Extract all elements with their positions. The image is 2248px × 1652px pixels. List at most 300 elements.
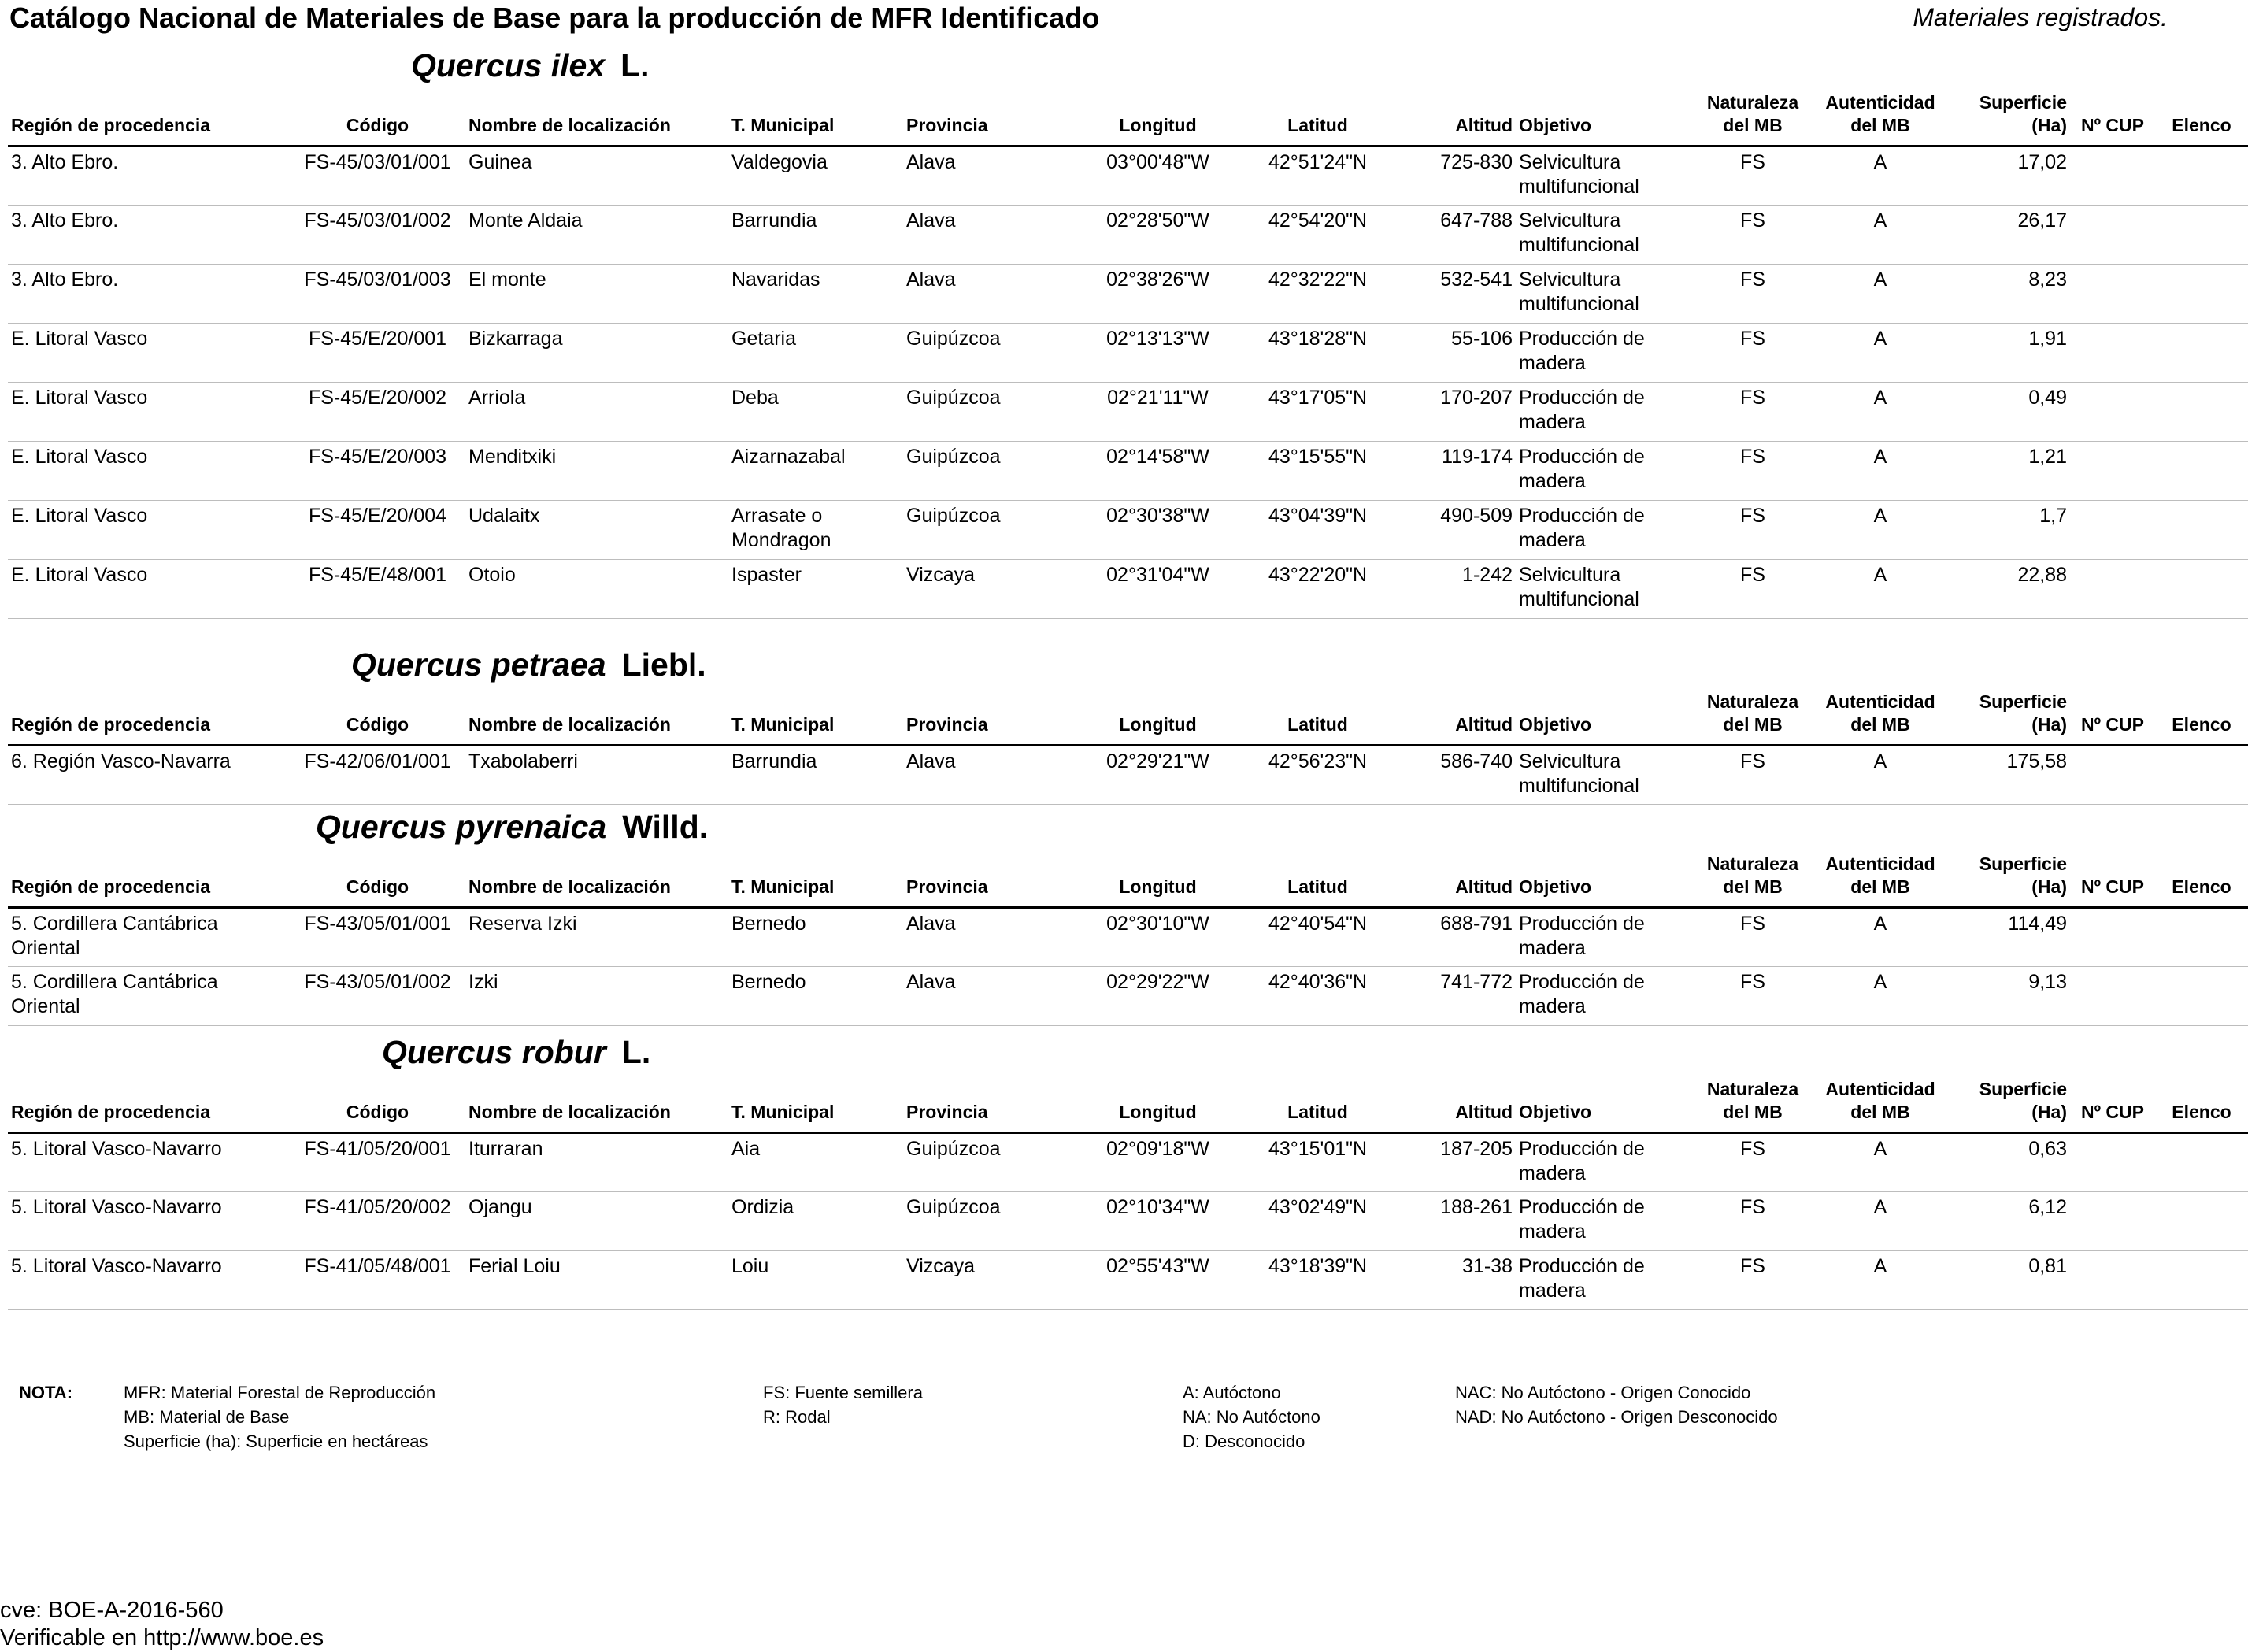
cell-longitude <box>1078 1251 1238 1310</box>
cell-line: 42°51'24"N <box>1268 151 1368 173</box>
cell-municipality <box>728 265 903 324</box>
header-row <box>8 91 2248 146</box>
cell-line: madera <box>1519 352 1586 374</box>
cell-line: Alava <box>906 269 956 291</box>
column-header-latitude <box>1238 691 1398 746</box>
species-author: Willd. <box>622 809 709 845</box>
cell-municipality <box>728 383 903 442</box>
cell-region <box>8 560 290 619</box>
cell-cup <box>2070 967 2155 1026</box>
cell-line: Barrundia <box>731 750 817 772</box>
cell-region <box>8 908 290 967</box>
cell-line: 1-242 <box>1462 564 1513 586</box>
note-item: MFR: Material Forestal de Reproducción <box>124 1383 436 1402</box>
column-header-latitude <box>1238 853 1398 908</box>
cell-province <box>903 146 1078 206</box>
column-header-catalog <box>2155 691 2248 746</box>
column-header-cup <box>2070 91 2155 146</box>
cell-location <box>465 265 728 324</box>
cell-municipality <box>728 501 903 560</box>
notes-label: NOTA: <box>19 1383 73 1402</box>
cell-line: Longitud <box>1119 714 1197 735</box>
cell-line: 5. Litoral Vasco-Navarro <box>11 1255 222 1277</box>
cell-line: Ojangu <box>468 1196 532 1218</box>
cell-objective <box>1516 265 1689 324</box>
cell-province <box>903 501 1078 560</box>
cell-altitude <box>1398 501 1516 560</box>
cell-municipality <box>728 560 903 619</box>
cell-line: Naturaleza <box>1706 1079 1799 1099</box>
header-row <box>8 1078 2248 1133</box>
cell-authenticity <box>1817 1251 1944 1310</box>
cell-objective <box>1516 383 1689 442</box>
cell-line: Producción de <box>1519 913 1645 935</box>
cell-nature <box>1689 146 1817 206</box>
cell-location <box>465 560 728 619</box>
cell-area <box>1944 383 2070 442</box>
species-author: L. <box>620 47 650 83</box>
cell-authenticity <box>1817 1133 1944 1192</box>
cell-municipality <box>728 1192 903 1251</box>
cell-altitude <box>1398 746 1516 805</box>
cell-line: Autenticidad <box>1825 691 1935 712</box>
cell-nature <box>1689 1251 1817 1310</box>
column-header-objective <box>1516 853 1689 908</box>
cell-area <box>1944 967 2070 1026</box>
cell-line: Superficie <box>1979 691 2067 712</box>
cell-altitude <box>1398 967 1516 1026</box>
column-header-code <box>290 691 465 746</box>
cell-line: Navaridas <box>731 269 820 291</box>
cell-line: Selvicultura <box>1519 269 1621 291</box>
cell-area <box>1944 146 2070 206</box>
cell-line: FS-45/E/20/001 <box>308 328 447 350</box>
cell-location <box>465 324 728 383</box>
cell-latitude <box>1238 383 1398 442</box>
cell-altitude <box>1398 383 1516 442</box>
cell-longitude <box>1078 442 1238 501</box>
column-header-province <box>903 91 1078 146</box>
note-item: NAD: No Autóctono - Origen Desconocido <box>1455 1407 1778 1427</box>
column-header-municipality <box>728 853 903 908</box>
cell-line: E. Litoral Vasco <box>11 387 148 409</box>
cell-line: Ordizia <box>731 1196 794 1218</box>
cell-catalog <box>2155 383 2248 442</box>
cell-objective <box>1516 908 1689 967</box>
cell-location <box>465 1133 728 1192</box>
cell-line: A <box>1873 564 1887 586</box>
cell-line: A <box>1873 328 1887 350</box>
cell-line: 9,13 <box>2028 971 2067 993</box>
cell-longitude <box>1078 383 1238 442</box>
cell-code <box>290 146 465 206</box>
cell-municipality <box>728 324 903 383</box>
cell-municipality <box>728 746 903 805</box>
cell-province <box>903 967 1078 1026</box>
cell-province <box>903 908 1078 967</box>
cell-authenticity <box>1817 746 1944 805</box>
cell-objective <box>1516 1192 1689 1251</box>
cell-nature <box>1689 324 1817 383</box>
cell-line: Izki <box>468 971 498 993</box>
cell-line: A <box>1873 505 1887 527</box>
cell-line: multifuncional <box>1519 588 1639 610</box>
cell-authenticity <box>1817 265 1944 324</box>
cell-line: A <box>1873 446 1887 468</box>
cell-line: 3. Alto Ebro. <box>11 269 119 291</box>
cell-line: E. Litoral Vasco <box>11 446 148 468</box>
cell-line: 42°54'20"N <box>1268 209 1368 232</box>
cell-line: Selvicultura <box>1519 209 1621 232</box>
cell-line: FS <box>1740 209 1765 232</box>
cell-line: Selvicultura <box>1519 564 1621 586</box>
cell-cup <box>2070 501 2155 560</box>
cell-line: Getaria <box>731 328 796 350</box>
document-subtitle: Materiales registrados. <box>1913 3 2168 31</box>
column-header-catalog <box>2155 91 2248 146</box>
cell-line: Guinea <box>468 151 532 173</box>
note-item: D: Desconocido <box>1183 1432 1305 1451</box>
cell-line: 647-788 <box>1440 209 1513 232</box>
cell-objective <box>1516 1251 1689 1310</box>
cell-location <box>465 1192 728 1251</box>
column-header-region <box>8 91 290 146</box>
cell-line: A <box>1873 913 1887 935</box>
cell-line: Bernedo <box>731 913 806 935</box>
column-header-area <box>1944 91 2070 146</box>
cell-municipality <box>728 1133 903 1192</box>
cell-latitude <box>1238 908 1398 967</box>
cell-line: Elenco <box>2172 115 2231 135</box>
cell-line: Udalaitx <box>468 505 540 527</box>
cell-line: Selvicultura <box>1519 750 1621 772</box>
cell-line: 26,17 <box>2017 209 2067 232</box>
cell-longitude <box>1078 967 1238 1026</box>
column-header-region <box>8 853 290 908</box>
notes-group <box>124 1380 435 1454</box>
column-header-altitude <box>1398 1078 1516 1133</box>
cell-line: Valdegovia <box>731 151 828 173</box>
cell-line: Oriental <box>11 995 80 1017</box>
cell-line: Altitud <box>1455 1102 1513 1122</box>
cell-line: Alava <box>906 913 956 935</box>
cell-catalog <box>2155 265 2248 324</box>
table-row <box>8 501 2248 560</box>
column-header-longitude <box>1078 853 1238 908</box>
cell-line: 42°40'36"N <box>1268 971 1368 993</box>
column-header-nature <box>1689 853 1817 908</box>
cell-altitude <box>1398 908 1516 967</box>
cell-line: Región de procedencia <box>11 1102 211 1122</box>
cell-province <box>903 206 1078 265</box>
table-row <box>8 324 2248 383</box>
cell-line: FS <box>1740 328 1765 350</box>
cell-area <box>1944 265 2070 324</box>
cell-authenticity <box>1817 501 1944 560</box>
species-heading <box>411 47 1671 94</box>
cell-line: Monte Aldaia <box>468 209 583 232</box>
cell-line: multifuncional <box>1519 234 1639 256</box>
cell-nature <box>1689 206 1817 265</box>
table-row <box>8 1192 2248 1251</box>
cell-line: T. Municipal <box>731 1102 835 1122</box>
cell-area <box>1944 206 2070 265</box>
cell-line: 532-541 <box>1440 269 1513 291</box>
cell-region <box>8 1133 290 1192</box>
cell-line: Reserva Izki <box>468 913 577 935</box>
cell-line: Longitud <box>1119 876 1197 897</box>
cell-line: Autenticidad <box>1825 1079 1935 1099</box>
column-header-objective <box>1516 691 1689 746</box>
column-header-authenticity <box>1817 1078 1944 1133</box>
cell-latitude <box>1238 1192 1398 1251</box>
cell-line: Bizkarraga <box>468 328 563 350</box>
cell-line: Arrasate o <box>731 505 823 527</box>
cell-altitude <box>1398 1192 1516 1251</box>
cell-longitude <box>1078 908 1238 967</box>
cell-line: FS-45/03/01/003 <box>304 269 451 291</box>
cell-line: FS-41/05/20/001 <box>304 1138 451 1160</box>
cell-longitude <box>1078 265 1238 324</box>
cell-line: 02°29'21"W <box>1106 750 1209 772</box>
column-header-code <box>290 91 465 146</box>
cell-line: del MB <box>1850 1102 1910 1122</box>
column-header-authenticity <box>1817 691 1944 746</box>
cell-longitude <box>1078 206 1238 265</box>
cell-location <box>465 383 728 442</box>
cell-region <box>8 967 290 1026</box>
table-row <box>8 383 2248 442</box>
cell-authenticity <box>1817 908 1944 967</box>
cell-line: Otoio <box>468 564 516 586</box>
cell-line: FS <box>1740 446 1765 468</box>
column-header-longitude <box>1078 91 1238 146</box>
column-header-area <box>1944 853 2070 908</box>
cell-line: 170-207 <box>1440 387 1513 409</box>
cell-line: 6,12 <box>2028 1196 2067 1218</box>
cell-line: 188-261 <box>1440 1196 1513 1218</box>
cell-line: 5. Litoral Vasco-Navarro <box>11 1138 222 1160</box>
column-header-objective <box>1516 91 1689 146</box>
column-header-location <box>465 1078 728 1133</box>
cell-line: madera <box>1519 470 1586 492</box>
note-item: NAC: No Autóctono - Origen Conocido <box>1455 1383 1751 1402</box>
cell-line: T. Municipal <box>731 115 835 135</box>
cell-line: del MB <box>1850 876 1910 897</box>
cell-line: Nombre de localización <box>468 876 671 897</box>
cell-nature <box>1689 908 1817 967</box>
cell-cup <box>2070 265 2155 324</box>
cell-line: Nº CUP <box>2081 876 2144 897</box>
species-name: Quercus ilex <box>411 47 606 83</box>
cell-line: Altitud <box>1455 714 1513 735</box>
cell-line: FS <box>1740 387 1765 409</box>
cell-line: E. Litoral Vasco <box>11 328 148 350</box>
cell-province <box>903 746 1078 805</box>
cell-line: Autenticidad <box>1825 92 1935 113</box>
note-item: FS: Fuente semillera <box>763 1383 923 1402</box>
cell-line: Código <box>346 876 409 897</box>
cell-catalog <box>2155 324 2248 383</box>
cell-line: Producción de <box>1519 387 1645 409</box>
cell-line: madera <box>1519 411 1586 433</box>
cell-line: Guipúzcoa <box>906 505 1001 527</box>
cell-line: 43°22'20"N <box>1268 564 1368 586</box>
cell-line: 42°56'23"N <box>1268 750 1368 772</box>
verification-link[interactable]: Verificable en http://www.boe.es <box>0 1625 324 1650</box>
column-header-municipality <box>728 1078 903 1133</box>
cell-line: multifuncional <box>1519 293 1639 315</box>
column-header-area <box>1944 1078 2070 1133</box>
table-row <box>8 560 2248 619</box>
cell-line: 1,91 <box>2028 328 2067 350</box>
cell-altitude <box>1398 442 1516 501</box>
column-header-location <box>465 91 728 146</box>
cell-line: Guipúzcoa <box>906 328 1001 350</box>
cell-code <box>290 501 465 560</box>
cell-longitude <box>1078 1133 1238 1192</box>
cell-objective <box>1516 967 1689 1026</box>
cell-region <box>8 146 290 206</box>
cell-region <box>8 501 290 560</box>
cell-cup <box>2070 324 2155 383</box>
cell-line: Código <box>346 115 409 135</box>
column-header-nature <box>1689 91 1817 146</box>
cell-line: 31-38 <box>1462 1255 1513 1277</box>
cell-line: 5. Cordillera Cantábrica <box>11 913 218 935</box>
cell-altitude <box>1398 1251 1516 1310</box>
cell-objective <box>1516 746 1689 805</box>
cell-line: 8,23 <box>2028 269 2067 291</box>
cell-line: 43°15'01"N <box>1268 1138 1368 1160</box>
cell-line: madera <box>1519 1280 1586 1302</box>
cell-nature <box>1689 501 1817 560</box>
cell-cup <box>2070 908 2155 967</box>
cell-line: Barrundia <box>731 209 817 232</box>
cell-objective <box>1516 146 1689 206</box>
cell-line: Loiu <box>731 1255 769 1277</box>
cell-line: (Ha) <box>2031 876 2067 897</box>
cell-line: 725-830 <box>1440 151 1513 173</box>
cell-code <box>290 206 465 265</box>
column-header-catalog <box>2155 853 2248 908</box>
column-header-area <box>1944 691 2070 746</box>
cell-line: A <box>1873 750 1887 772</box>
cell-line: 02°30'38"W <box>1106 505 1209 527</box>
cell-line: Aia <box>731 1138 761 1160</box>
cell-line: Deba <box>731 387 779 409</box>
cell-longitude <box>1078 560 1238 619</box>
cell-line: 02°21'11"W <box>1107 387 1209 409</box>
cell-longitude <box>1078 501 1238 560</box>
materials-table <box>8 691 2248 805</box>
cell-line: 22,88 <box>2017 564 2067 586</box>
cell-nature <box>1689 746 1817 805</box>
column-header-objective <box>1516 1078 1689 1133</box>
species-table-section <box>8 91 2231 619</box>
cell-line: A <box>1873 1138 1887 1160</box>
cell-line: Bernedo <box>731 971 806 993</box>
cell-area <box>1944 1192 2070 1251</box>
cell-line: Elenco <box>2172 714 2231 735</box>
cell-line: FS <box>1740 750 1765 772</box>
cell-latitude <box>1238 1133 1398 1192</box>
materials-table <box>8 1078 2248 1310</box>
cell-area <box>1944 746 2070 805</box>
cell-line: Superficie <box>1979 1079 2067 1099</box>
cell-line: 02°31'04"W <box>1106 564 1209 586</box>
cell-line: FS-45/E/48/001 <box>308 564 447 586</box>
cell-line: Menditxiki <box>468 446 557 468</box>
cell-line: 02°09'18"W <box>1106 1138 1209 1160</box>
cell-line: 3. Alto Ebro. <box>11 151 119 173</box>
cell-line: 114,49 <box>2008 913 2067 935</box>
table-row <box>8 442 2248 501</box>
cell-line: A <box>1873 1196 1887 1218</box>
cell-line: FS <box>1740 1255 1765 1277</box>
cell-code <box>290 560 465 619</box>
cell-line: Guipúzcoa <box>906 387 1001 409</box>
cell-line: Selvicultura <box>1519 151 1621 173</box>
cell-code <box>290 265 465 324</box>
cell-line: A <box>1873 971 1887 993</box>
cell-authenticity <box>1817 967 1944 1026</box>
cell-nature <box>1689 383 1817 442</box>
cell-line: Latitud <box>1287 876 1348 897</box>
cell-cup <box>2070 746 2155 805</box>
cell-line: Objetivo <box>1519 714 1592 735</box>
cell-line: Producción de <box>1519 1196 1645 1218</box>
cell-objective <box>1516 560 1689 619</box>
column-header-nature <box>1689 691 1817 746</box>
species-table-section <box>8 853 2231 1026</box>
cell-municipality <box>728 146 903 206</box>
cell-region <box>8 442 290 501</box>
cell-line: Producción de <box>1519 1255 1645 1277</box>
cell-line: FS <box>1740 913 1765 935</box>
cell-cup <box>2070 146 2155 206</box>
column-header-authenticity <box>1817 853 1944 908</box>
cell-code <box>290 1133 465 1192</box>
cell-cup <box>2070 442 2155 501</box>
cell-line: 741-772 <box>1440 971 1513 993</box>
cell-latitude <box>1238 324 1398 383</box>
cell-line: 119-174 <box>1442 446 1513 468</box>
cell-cup <box>2070 206 2155 265</box>
cell-line: Latitud <box>1287 714 1348 735</box>
cell-line: A <box>1873 209 1887 232</box>
cell-location <box>465 1251 728 1310</box>
cell-line: Objetivo <box>1519 115 1592 135</box>
cell-longitude <box>1078 324 1238 383</box>
cell-line: 43°04'39"N <box>1268 505 1368 527</box>
cell-line: Producción de <box>1519 1138 1645 1160</box>
table-row <box>8 908 2248 967</box>
cell-line: E. Litoral Vasco <box>11 505 148 527</box>
cell-line: Altitud <box>1455 115 1513 135</box>
cell-line: 02°29'22"W <box>1106 971 1209 993</box>
cell-line: (Ha) <box>2031 1102 2067 1122</box>
cell-line: 42°32'22"N <box>1268 269 1368 291</box>
cell-line: del MB <box>1850 115 1910 135</box>
cell-line: 187-205 <box>1440 1138 1513 1160</box>
cell-line: 02°14'58"W <box>1106 446 1209 468</box>
cell-authenticity <box>1817 560 1944 619</box>
cell-longitude <box>1078 1192 1238 1251</box>
cell-authenticity <box>1817 1192 1944 1251</box>
cell-line: 43°18'28"N <box>1268 328 1368 350</box>
cell-line: Objetivo <box>1519 876 1592 897</box>
